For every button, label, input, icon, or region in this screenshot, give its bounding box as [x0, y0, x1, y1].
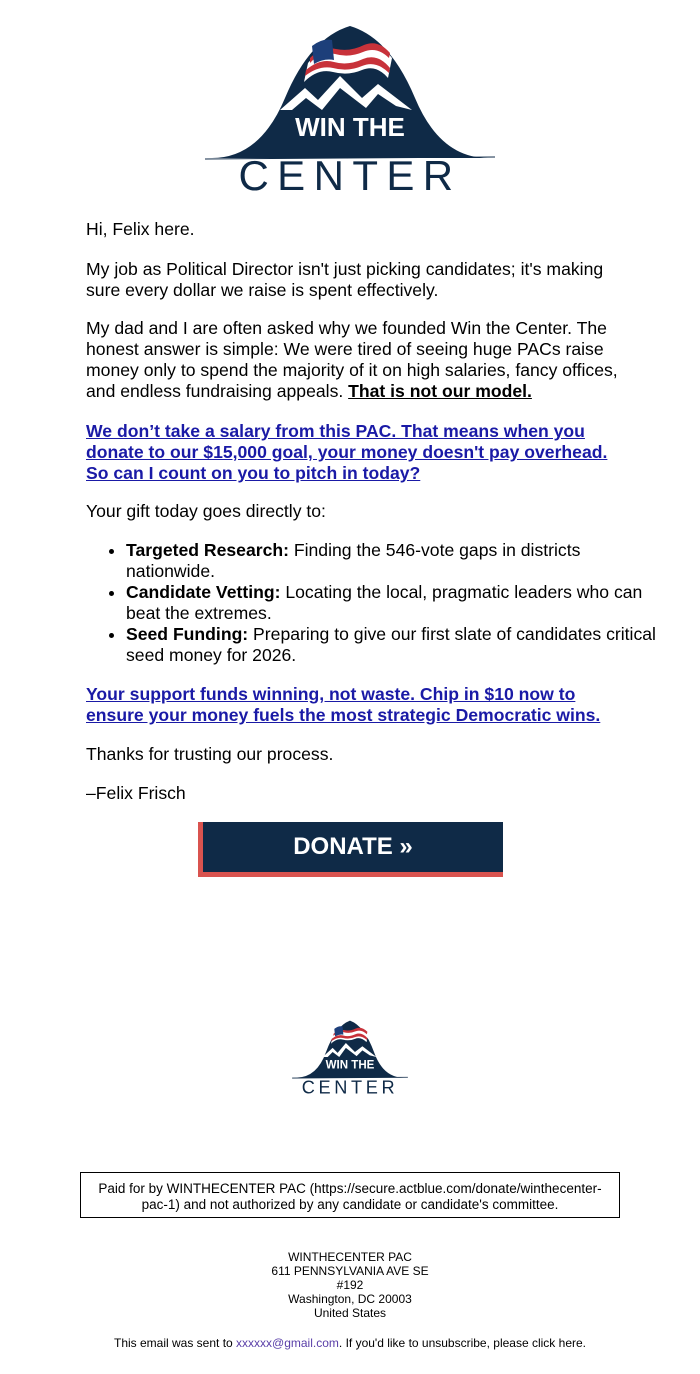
- logo-line2: CENTER: [238, 152, 462, 198]
- mailing-address: [0, 1250, 700, 1320]
- unsubscribe-note: This email was sent to xxxxxx@gmail.com. If you'd like to unsubscribe, please click here.: [113, 1336, 586, 1350]
- address-org: WINTHECENTER PAC: [288, 1250, 412, 1264]
- address-city: Washington, DC 20003: [288, 1292, 412, 1306]
- gift-list: [86, 540, 666, 666]
- win-the-center-logo: [200, 18, 500, 198]
- unsubscribe-text[interactable]: . If you'd like to unsubscribe, please click here.: [338, 1336, 586, 1350]
- greeting: Hi, Felix here.: [86, 219, 195, 239]
- paragraph-job: My job as Political Director isn't just picking candidates; it's making sure every dollar we raise is spent effectively.: [86, 259, 604, 300]
- list-item: • Candidate Vetting: Locating the local, pragmatic leaders who can beat the extremes.: [126, 582, 666, 624]
- logo-line1: WIN THE: [295, 112, 405, 142]
- donate-link-chip-in[interactable]: Your support funds winning, not waste. Chip in $10 now to ensure your money fuels the most strategic Democratic wins.: [86, 684, 601, 725]
- list-item: • Targeted Research: Finding the 546-vote gaps in districts nationwide.: [126, 540, 666, 582]
- footer-logo-line2: CENTER: [301, 1077, 399, 1098]
- address-suite: #192: [336, 1278, 364, 1292]
- list-item: • Seed Funding: Preparing to give our first slate of candidates critical seed money for 2026.: [126, 624, 666, 666]
- cta-paragraph-1: [86, 421, 626, 484]
- donate-link-salary[interactable]: We don’t take a salary from this PAC. That means when you donate to our $15,000 goal, your money doesn't pay overhead. So can I count on you to pitch in today?: [86, 421, 608, 483]
- founding-text: My dad and I are often asked why we founded Win the Center. The honest answer is simple: We were tired of seeing huge PACs raise money only to spend the majority of it on high salaries, fancy offices, and endless fundraising appeals.: [86, 318, 618, 401]
- paid-for-disclaimer: Paid for by WINTHECENTER PAC (https://secure.actblue.com/donate/winthecenter-pac-1) and not authorized by any candidate or candidate's committee.: [80, 1172, 620, 1218]
- address-country: United States: [313, 1306, 387, 1320]
- footer-logo-line1: WIN THE: [325, 1059, 375, 1072]
- paragraph-founding: [86, 318, 626, 402]
- cta-paragraph-2: [86, 684, 626, 726]
- donate-button[interactable]: DONATE »: [198, 822, 503, 877]
- footer-logo: [288, 1015, 412, 1099]
- recipient-email-link[interactable]: xxxxxx@gmail.com: [236, 1336, 339, 1350]
- gift-intro: Your gift today goes directly to:: [86, 501, 326, 521]
- signoff: –Felix Frisch: [86, 783, 186, 803]
- address-street: 611 PENNSYLVANIA AVE SE: [271, 1264, 429, 1278]
- thanks-line: Thanks for trusting our process.: [86, 744, 334, 764]
- founding-emphasis: That is not our model.: [348, 381, 532, 401]
